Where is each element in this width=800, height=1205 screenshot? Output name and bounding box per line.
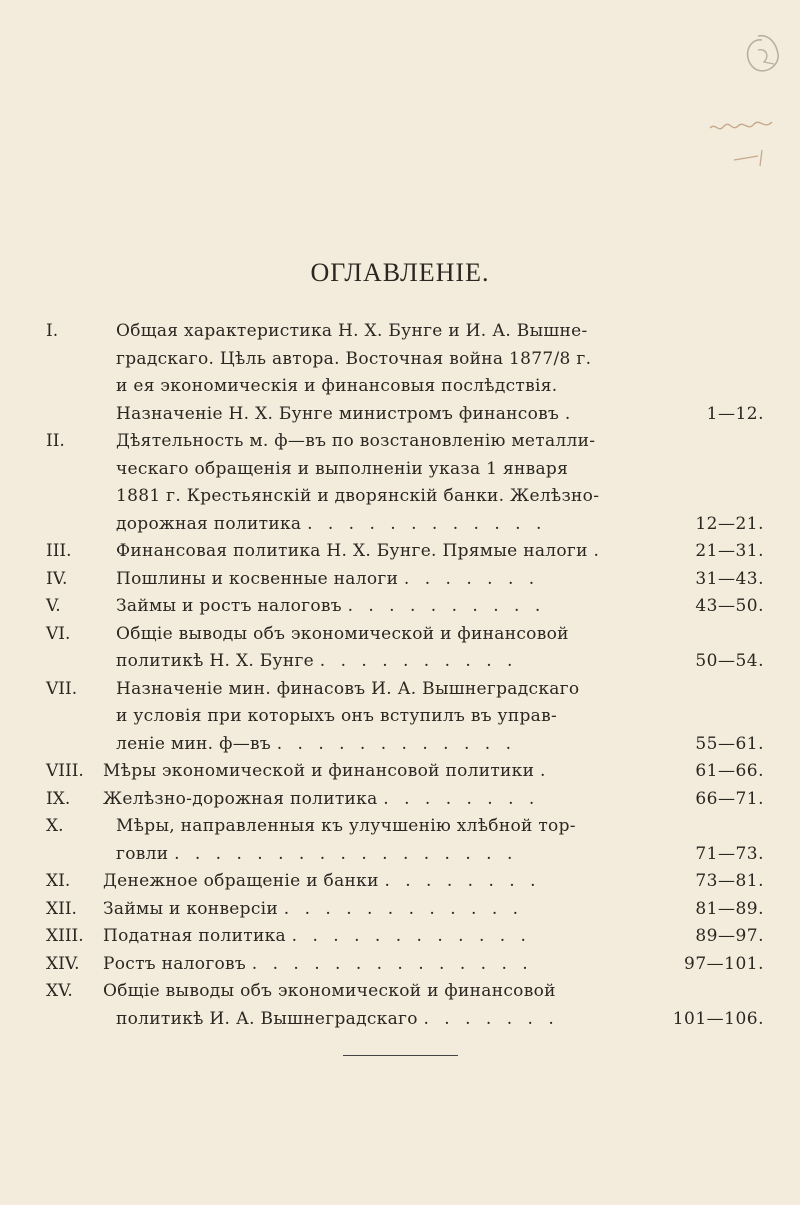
toc-entry (0, 428, 800, 538)
entry-title-text: Назначеніе Н. Х. Бунге министромъ финансовъ . (116, 403, 571, 424)
dot-leaders: . . . . . . . . . . . . . . . . . (174, 843, 518, 864)
chapter-number: VI. (46, 623, 71, 644)
page-title: ОГЛАВЛЕНІЕ. (310, 258, 490, 287)
entry-title-text: говли (116, 843, 169, 864)
entry-title-text: Займы и конверсіи (103, 898, 279, 919)
entry-line (0, 566, 800, 594)
entry-text (116, 676, 579, 704)
entry-text (103, 786, 539, 814)
chapter-number: VIII. (46, 761, 84, 781)
entry-line (0, 483, 800, 511)
entry-text (103, 758, 546, 786)
entry-line (0, 648, 800, 676)
entry-text (116, 346, 591, 374)
toc-entry (0, 813, 800, 868)
page-range: 55—61. (695, 733, 764, 754)
entry-line (0, 621, 800, 649)
entry-line (0, 676, 800, 704)
entry-line (0, 703, 800, 731)
chapter-number: I. (46, 321, 59, 341)
page-range: 73—81. (695, 871, 764, 891)
entry-title-text: политикѣ Н. Х. Бунге (116, 651, 315, 671)
entry-title-text: Общая характеристика Н. Х. Бунге и И. А. Вышне- (116, 321, 588, 341)
dot-leaders: . . . . . . . . . . . . . . (251, 953, 533, 974)
entry-line (0, 731, 800, 759)
toc-entry (0, 318, 800, 428)
entry-title-text: леніе мин. ф—въ (116, 733, 271, 754)
entry-text (116, 511, 546, 539)
chapter-number: V. (46, 596, 61, 616)
entry-text (103, 868, 541, 896)
entry-line (0, 813, 800, 841)
dot-leaders: . . . . . . . . (383, 788, 540, 809)
page-range: 81—89. (695, 898, 764, 919)
entry-line (0, 538, 800, 566)
entry-line (0, 511, 800, 539)
page-range: 43—50. (695, 596, 764, 616)
entry-title-text: Пошлины и косвенные налоги (116, 568, 399, 589)
page-range: 1—12. (706, 403, 764, 424)
entry-text (116, 813, 576, 841)
entry-text (116, 703, 557, 731)
entry-title-text: Податная политика (103, 926, 286, 946)
entry-text (116, 593, 545, 621)
toc-entry (0, 566, 800, 594)
page-range: 61—66. (695, 761, 764, 781)
entry-title-text: 1881 г. Крестьянскій и дворянскій банки. Желѣзно- (116, 486, 600, 506)
toc-entry (0, 676, 800, 759)
dot-leaders: . . . . . . . . . . . . (276, 733, 516, 754)
page-range: 21—31. (695, 541, 764, 561)
entry-text (103, 951, 533, 979)
entry-line (0, 456, 800, 484)
entry-title-text: Ростъ налоговъ (103, 953, 247, 974)
chapter-number: II. (46, 431, 65, 451)
entry-text (116, 318, 588, 346)
entry-title-text: Финансовая политика Н. Х. Бунге. Прямые налоги . (116, 541, 600, 561)
chapter-number: XIV. (46, 953, 80, 974)
entry-text (116, 731, 516, 759)
toc-entry (0, 868, 800, 896)
entry-line (0, 896, 800, 924)
entry-title-text: Мѣры, направленныя къ улучшенію хлѣбной тор- (116, 816, 576, 836)
divider (343, 1055, 458, 1056)
entry-text (103, 923, 531, 951)
entry-line (0, 1006, 800, 1034)
entry-text (116, 373, 557, 401)
table-of-contents (0, 318, 800, 1033)
entry-title-text: и ея экономическія и финансовыя послѣдствія. (116, 376, 558, 396)
entry-text (116, 428, 595, 456)
toc-entry (0, 621, 800, 676)
entry-title-text: Денежное обращеніе и банки (103, 871, 379, 891)
page-range: 71—73. (695, 843, 764, 864)
page-range: 89—97. (695, 926, 764, 946)
page-range: 66—71. (695, 788, 764, 809)
entry-title-text: градскаго. Цѣль автора. Восточная война 1877/8 г. (116, 348, 592, 369)
entry-text (116, 566, 539, 594)
entry-title-text: Общіе выводы объ экономической и финансовой (103, 981, 556, 1001)
chapter-number: XV. (46, 981, 73, 1001)
entry-line (0, 786, 800, 814)
entry-title-text: ческаго обращенія и выполненіи указа 1 января (116, 458, 569, 479)
toc-entry (0, 786, 800, 814)
entry-text (116, 401, 571, 429)
entry-text (103, 978, 556, 1006)
entry-line (0, 346, 800, 374)
entry-line (0, 758, 800, 786)
entry-text (116, 483, 599, 511)
entry-title-text: Мѣры экономической и финансовой политики . (103, 761, 546, 781)
entry-line (0, 401, 800, 429)
entry-title-text: Общіе выводы объ экономической и финансовой (116, 623, 569, 644)
dot-leaders: . . . . . . . . . . (347, 596, 546, 616)
dot-leaders: . . . . . . . (423, 1008, 559, 1029)
chapter-number: XI. (46, 871, 71, 891)
page-range: 50—54. (695, 651, 764, 671)
entry-line (0, 373, 800, 401)
entry-title-text: Займы и ростъ налоговъ (116, 596, 342, 616)
entry-title-text: и условія при которыхъ онъ вступилъ въ управ- (116, 706, 558, 726)
entry-title-text: дорожная политика (116, 513, 302, 534)
page-range: 101—106. (672, 1008, 764, 1029)
entry-title-text: политикѣ И. А. Вышнеградскаго (116, 1008, 418, 1029)
entry-line (0, 868, 800, 896)
entry-text (116, 841, 517, 869)
dot-leaders: . . . . . . . . (384, 871, 541, 891)
toc-entry (0, 538, 800, 566)
entry-title-text: Назначеніе мин. финасовъ И. А. Вышнеградскаго (116, 678, 580, 699)
dot-leaders: . . . . . . . . . . . . (291, 926, 531, 946)
chapter-number: IX. (46, 788, 71, 809)
toc-entry (0, 593, 800, 621)
chapter-number: III. (46, 541, 72, 561)
entry-line (0, 841, 800, 869)
pencil-marks-icon (650, 10, 790, 170)
entry-title-text: Желѣзно-дорожная политика (103, 788, 378, 809)
chapter-number: XII. (46, 898, 77, 919)
dot-leaders: . . . . . . . . . . . . (283, 898, 524, 919)
page-range: 31—43. (695, 568, 764, 589)
entry-title-text: Дѣятельность м. ф—въ по возстановленію металли- (116, 431, 596, 451)
entry-line (0, 923, 800, 951)
entry-line (0, 428, 800, 456)
entry-text (116, 621, 569, 649)
entry-text (116, 648, 517, 676)
page-range: 12—21. (695, 513, 764, 534)
page-range: 97—101. (684, 953, 764, 974)
entry-line (0, 318, 800, 346)
chapter-number: XIII. (46, 926, 84, 946)
toc-entry (0, 896, 800, 924)
entry-text (116, 538, 599, 566)
entry-text (116, 1006, 559, 1034)
entry-text (116, 456, 568, 484)
dot-leaders: . . . . . . . (403, 568, 540, 589)
entry-line (0, 593, 800, 621)
entry-line (0, 978, 800, 1006)
chapter-number: X. (46, 816, 64, 836)
entry-text (103, 896, 523, 924)
chapter-number: VII. (46, 678, 78, 699)
toc-entry (0, 951, 800, 979)
toc-entry (0, 758, 800, 786)
toc-entry (0, 923, 800, 951)
entry-line (0, 951, 800, 979)
toc-entry (0, 978, 800, 1033)
dot-leaders: . . . . . . . . . . (319, 651, 518, 671)
dot-leaders: . . . . . . . . . . . . (307, 513, 547, 534)
chapter-number: IV. (46, 568, 68, 589)
